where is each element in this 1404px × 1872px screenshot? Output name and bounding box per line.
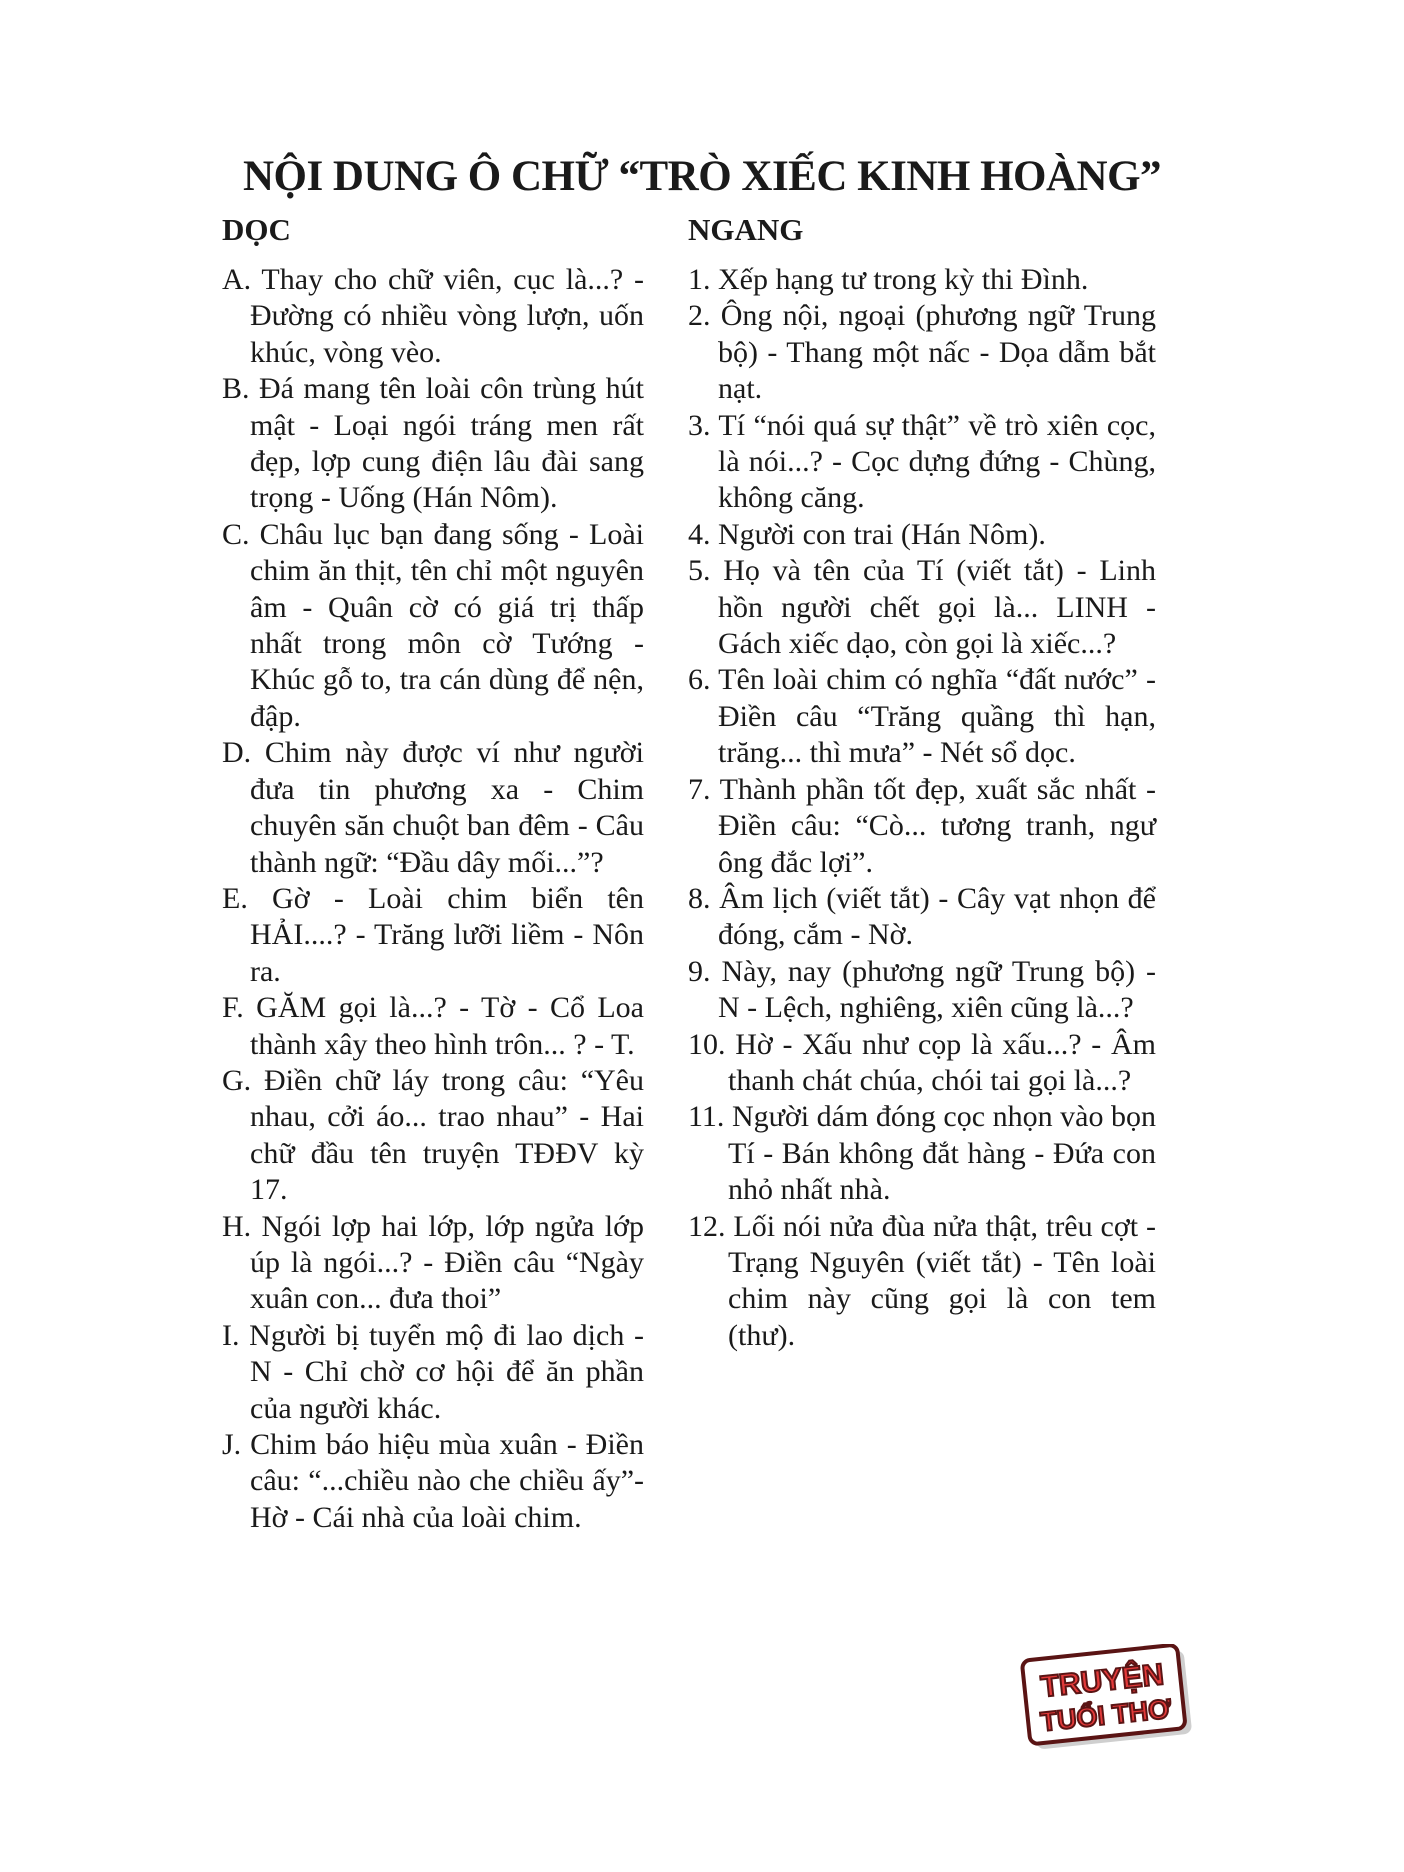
doc-clue-j: J. Chim báo hiệu mùa xuân - Điền câu: “...chiều nào che chiều ấy”- Hờ - Cái nhà của loài chim. bbox=[222, 1428, 644, 1534]
doc-clue-e: E. Gờ - Loài chim biển tên HẢI....? - Trăng lưỡi liềm - Nôn ra. bbox=[222, 881, 644, 988]
ngang-clue-4: 4. Người con trai (Hán Nôm). bbox=[688, 517, 1046, 551]
ngang-clue-3: 3. Tí “nói quá sự thật” về trò xiên cọc, là nói...? - Cọc dựng đứng - Chùng, không căng. bbox=[688, 408, 1156, 515]
doc-clue-g: G. Điền chữ láy trong câu: “Yêu nhau, cởi áo... trao nhau” - Hai chữ đầu tên truyện TĐĐV kỳ 17. bbox=[222, 1063, 644, 1207]
ngang-clue-8: 8. Âm lịch (viết tắt) - Cây vạt nhọn để đóng, cắm - Nờ. bbox=[688, 881, 1156, 952]
ngang-clue-10: 10. Hờ - Xấu như cọp là xấu...? - Âm thanh chát chúa, chói tai gọi là...? bbox=[688, 1027, 1156, 1097]
doc-heading: DỌC bbox=[222, 212, 291, 247]
doc-clue-d: D. Chim này được ví như người đưa tin phương xa - Chim chuyên săn chuột ban đêm - Câu thành ngữ: “Đầu dây mối...”? bbox=[222, 736, 644, 879]
ngang-clue-5: 5. Họ và tên của Tí (viết tắt) - Linh hồn người chết gọi là... LINH - Gách xiếc dạo, còn gọi là xiếc...? bbox=[688, 554, 1156, 661]
ngang-clue-7: 7. Thành phần tốt đẹp, xuất sắc nhất - Điền câu: “Cò... tương tranh, ngư ông đắc lợi”. bbox=[688, 772, 1156, 879]
ngang-clue-2: 2. Ông nội, ngoại (phương ngữ Trung bộ) - Thang một nấc - Dọa dẫm bắt nạt. bbox=[688, 299, 1156, 406]
ngang-clue-1: 1. Xếp hạng tư trong kỳ thi Đình. bbox=[688, 263, 1089, 296]
ngang-column bbox=[688, 210, 1156, 1354]
ngang-heading: NGANG bbox=[688, 212, 804, 247]
logo-line2: TUỔI THƠ bbox=[1039, 1693, 1173, 1738]
doc-clue-c: C. Châu lục bạn đang sống - Loài chim ăn thịt, tên chỉ một nguyên âm - Quân cờ có giá trị thấp nhất trong môn cờ Tướng - Khúc gỗ to, tra cán dùng để nện, đập. bbox=[222, 517, 644, 733]
doc-clue-b: B. Đá mang tên loài côn trùng hút mật - Loại ngói tráng men rất đẹp, lợp cung điện lâu đài sang trọng - Uống (Hán Nôm). bbox=[222, 372, 644, 515]
ngang-clue-9: 9. Này, nay (phương ngữ Trung bộ) - N - Lệch, nghiêng, xiên cũng là...? bbox=[688, 954, 1156, 1025]
doc-clue-h: H. Ngói lợp hai lớp, lớp ngửa lớp úp là ngói...? - Điền câu “Ngày xuân con... đưa thoi” bbox=[222, 1209, 644, 1316]
page-title: NỘI DUNG Ô CHỮ “TRÒ XIẾC KINH HOÀNG” bbox=[242, 153, 1162, 200]
doc-clue-a: A. Thay cho chữ viên, cục là...? - Đường có nhiều vòng lượn, uốn khúc, vòng vèo. bbox=[222, 263, 644, 369]
ngang-clue-6: 6. Tên loài chim có nghĩa “đất nước” - Điền câu “Trăng quầng thì hạn, trăng... thì mưa” - Nét sổ dọc. bbox=[688, 663, 1156, 770]
logo-line1: TRUYỆN bbox=[1039, 1658, 1166, 1704]
doc-column bbox=[222, 210, 644, 1536]
ngang-clue-12: 12. Lối nói nửa đùa nửa thật, trêu cợt - Trạng Nguyên (viết tắt) - Tên loài chim này cũng gọi là con tem (thư). bbox=[688, 1209, 1156, 1352]
doc-clue-f: F. GĂM gọi là...? - Tờ - Cổ Loa thành xây theo hình trôn... ? - T. bbox=[222, 991, 644, 1061]
ngang-clue-11: 11. Người dám đóng cọc nhọn vào bọn Tí - Bán không đắt hàng - Đứa con nhỏ nhất nhà. bbox=[688, 1100, 1156, 1207]
doc-clue-i: I. Người bị tuyển mộ đi lao dịch - N - Chỉ chờ cơ hội để ăn phần của người khác. bbox=[222, 1318, 644, 1425]
truyen-tuoi-tho-logo bbox=[1018, 1644, 1198, 1750]
logo-icon bbox=[1018, 1644, 1198, 1750]
